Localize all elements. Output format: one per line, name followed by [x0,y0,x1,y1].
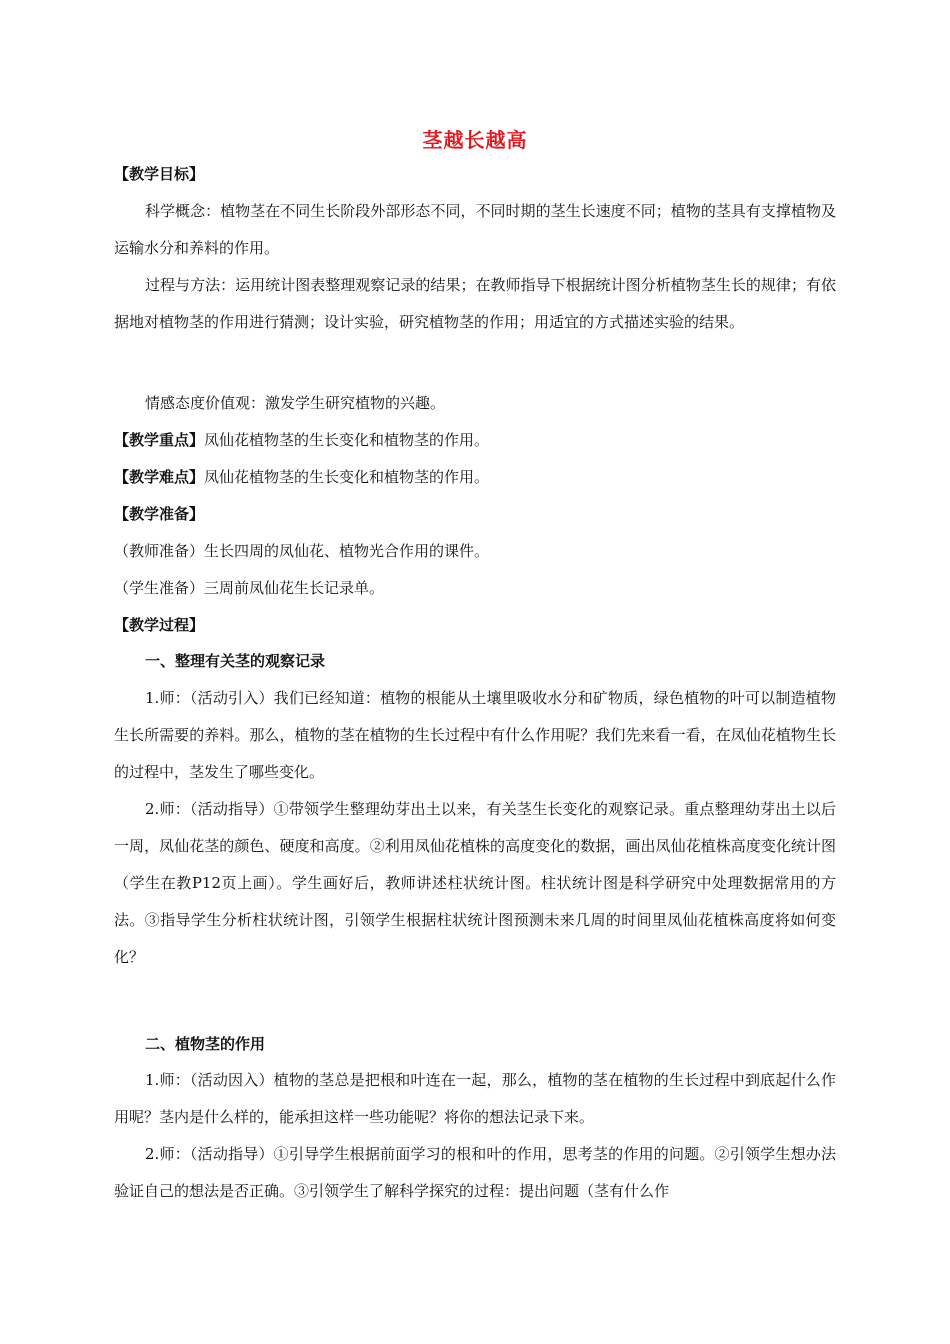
part2-paragraph-1: 1.师：（活动因入）植物的茎总是把根和叶连在一起，那么，植物的茎在植物的生长过程中到底起什么作用呢？茎内是什么样的，能承担这样一些功能呢？将你的想法记录下来。 [114,1071,836,1126]
preparation-teacher: （教师准备）生长四周的凤仙花、植物光合作用的课件。 [114,542,490,560]
key-point-text: 凤仙花植物茎的生长变化和植物茎的作用。 [204,431,490,449]
part1-paragraph-2: 2.师：（活动指导）①带领学生整理幼芽出土以来，有关茎生长变化的观察记录。重点整理幼芽出土以后一周，凤仙花茎的颜色、硬度和高度。②利用凤仙花植株的高度变化的数据，画出凤仙花植株高度变化统计图（学生在教P12页上画）。学生画好后，教师讲述柱状统计图。柱状统计图是科学研究中处理数据常用的方法。③指导学生分析柱状统计图，引领学生根据柱状统计图预测未来几周的时间里凤仙花植株高度将如何变化？ [114,800,836,966]
part2-paragraph-2: 2.师：（活动指导）①引导学生根据前面学习的根和叶的作用，思考茎的作用的问题。②引领学生想办法验证自己的想法是否正确。③引领学生了解科学探究的过程：提出问题（茎有什么作 [114,1145,836,1200]
part1-paragraph-1: 1.师：（活动引入）我们已经知道：植物的根能从土壤里吸收水分和矿物质，绿色植物的叶可以制造植物生长所需要的养料。那么，植物的茎在植物的生长过程中有什么作用呢？我们先来看一看，在凤仙花植物生长的过程中，茎发生了哪些变化。 [114,689,836,781]
process-heading: 【教学过程】 [114,616,205,634]
difficulty [114,459,489,496]
key-point-label: 【教学重点】 [114,431,205,449]
difficulty-label: 【教学难点】 [114,468,205,486]
preparation-student: （学生准备）三周前凤仙花生长记录单。 [114,579,385,597]
document-title: 茎越长越高 [422,128,528,152]
difficulty-text: 凤仙花植物茎的生长变化和植物茎的作用。 [204,468,490,486]
objectives-process: 过程与方法：运用统计图表整理观察记录的结果；在教师指导下根据统计图分析植物茎生长的规律；有依据地对植物茎的作用进行猜测；设计实验，研究植物茎的作用；用适宜的方式描述实验的结果。 [114,276,836,331]
part2-title: 二、植物茎的作用 [145,1035,266,1053]
preparation-heading: 【教学准备】 [114,505,205,523]
objectives-heading: 【教学目标】 [114,165,205,183]
key-point [114,422,489,459]
objectives-concept: 科学概念：植物茎在不同生长阶段外部形态不同，不同时期的茎生长速度不同；植物的茎具有支撑植物及运输水分和养料的作用。 [114,202,836,257]
part1-title: 一、整理有关茎的观察记录 [145,652,326,670]
objectives-attitude: 情感态度价值观：激发学生研究植物的兴趣。 [145,394,446,412]
